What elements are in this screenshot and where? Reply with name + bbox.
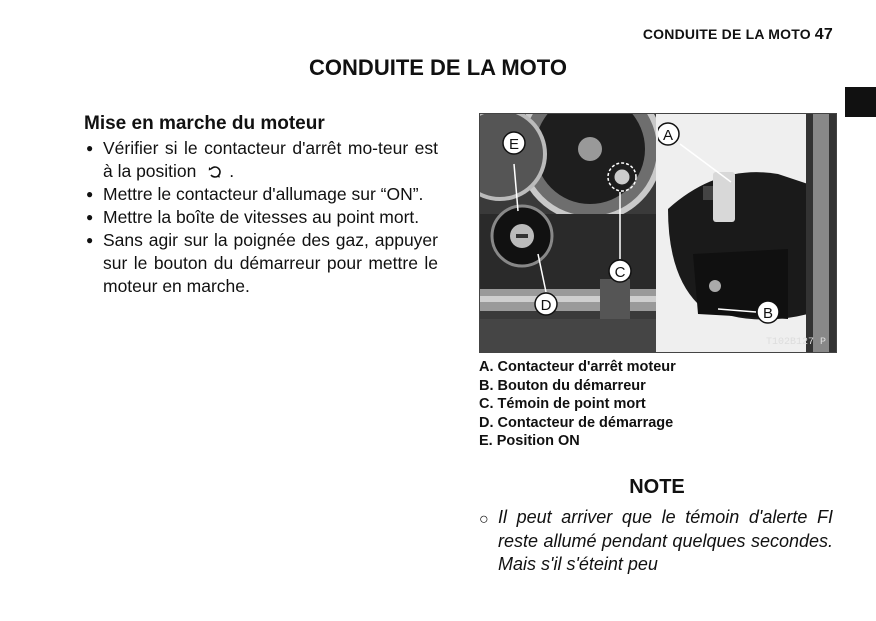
caption-c: C. Témoin de point mort [479,396,646,412]
caption-a: A. Contacteur d'arrêt moteur [479,359,676,375]
step-item: ● Mettre la boîte de vitesses au point mort. [84,206,438,229]
page-title: CONDUITE DE LA MOTO [309,55,567,80]
callout-b [757,301,779,323]
step-item: ● Mettre le contacteur d'allumage sur “ON”. [84,183,438,206]
step-item: ● Sans agir sur la poignée des gaz, appuyer sur le bouton du démarreur pour mettre le moteur en marche. [84,229,438,298]
figure-captions [479,358,676,451]
engine-run-symbol-icon [201,160,229,183]
step-item [84,137,438,183]
handlebar-figure [479,113,837,353]
svg-text:B: B [762,305,774,322]
ignition-photo [480,114,656,352]
step-text-suffix: . [229,161,235,181]
page-number: 47 [814,26,833,43]
figure-code: T102B127 P [765,337,826,348]
steps-list [84,137,438,298]
caption-d: D. Contacteur de démarrage [479,414,674,431]
caption-e: E. Position ON [479,433,580,449]
open-circle-bullet-icon: ○ [479,511,489,528]
instructions-column [84,113,438,298]
note-text: Il peut arriver que le témoin d'alerte FI reste allumé pendant quelques secondes. Mais s'il s'éteint peu [498,507,833,574]
running-header-section: CONDUITE DE LA MOTO [642,26,811,42]
note-title: NOTE [629,476,685,498]
svg-text:A: A [662,127,674,144]
running-header [643,26,833,44]
switch-housing-photo [658,114,836,352]
step-text: Vérifier si le contacteur d'arrêt mo-teur est à la position [103,138,438,181]
callout-e [503,132,525,154]
svg-text:D: D [540,297,552,314]
chapter-thumb-tab [845,87,876,117]
svg-text:E: E [508,136,520,153]
callout-d [535,293,557,315]
section-heading: Mise en marche du moteur [84,113,325,134]
callout-c [609,260,631,282]
caption-b: B. Bouton du démarreur [479,377,646,394]
note-body [479,506,833,577]
svg-text:C: C [614,264,626,281]
callout-a [658,123,679,145]
